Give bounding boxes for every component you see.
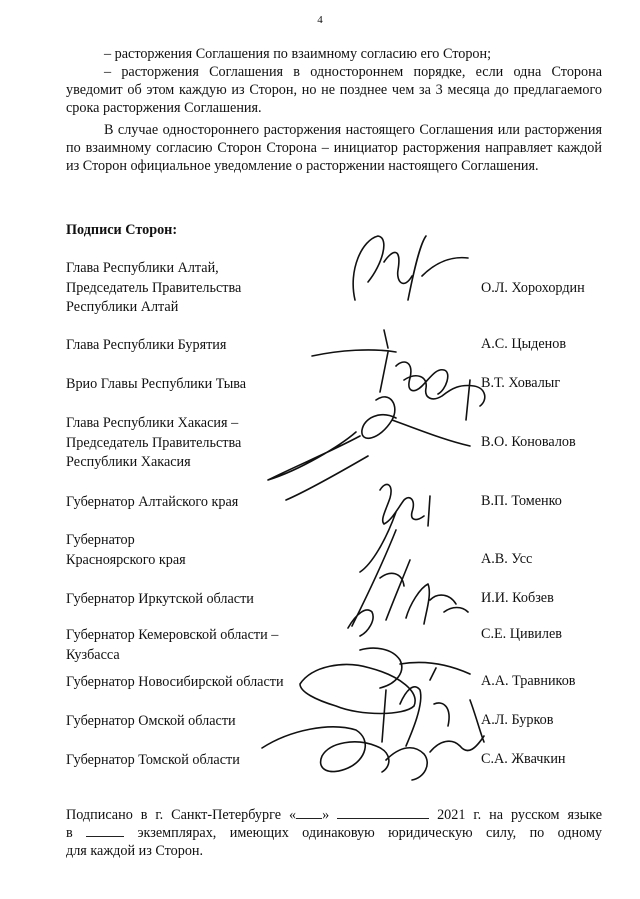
paragraph-termination-notice: В случае одностороннего расторжения настоящего Соглашения или расторжения по взаимному согласию Сторон Сторона – инициатор расторжения направляет каждой из Сторон официальное уведомление о расторжении настоящего Соглашения. <box>66 122 602 175</box>
signatory-name-altai-republic: О.Л. Хорохордин <box>481 280 585 296</box>
title-line: Врио Главы Республики Тыва <box>66 376 247 392</box>
title-line: Губернатор Алтайского края <box>66 494 239 510</box>
title-line: Губернатор Кемеровской области – <box>66 627 279 643</box>
signatures-heading: Подписи Сторон: <box>66 222 178 238</box>
paragraph-termination-mutual: – расторжения Соглашения по взаимному согласию его Сторон; <box>104 46 492 62</box>
signing-statement-line-3: для каждой из Сторон. <box>66 843 204 860</box>
copies-statement: экземплярах, имеющих одинаковую юридическую силу, по одному <box>137 825 603 842</box>
signatory-title-khakassia <box>66 414 366 473</box>
signing-statement-line-1 <box>66 806 602 824</box>
title-line: Глава Республики Алтай, <box>66 260 219 276</box>
signatory-title-kemerovo <box>66 626 366 665</box>
signatory-title-tomsk <box>66 751 366 771</box>
signatory-name-tomsk: С.А. Жвачкин <box>481 751 566 767</box>
title-line: Губернатор <box>66 532 135 548</box>
paragraph-termination-unilateral: – расторжения Соглашения в одностороннем порядке, если одна Сторона уведомит об этом каждую из Сторон, но не позднее чем за 3 месяца до предлагаемого срока расторжения Соглашения. <box>66 64 602 117</box>
signing-statement-line-2 <box>66 824 602 842</box>
signing-statement <box>66 806 602 861</box>
signatory-title-novosibirsk <box>66 673 366 693</box>
title-line: Губернатор Томской области <box>66 752 240 768</box>
signatory-name-kemerovo: С.Е. Цивилев <box>481 626 562 642</box>
signatory-title-altai-krai <box>66 493 366 513</box>
title-line: Республики Хакасия <box>66 454 191 470</box>
title-line: Губернатор Омской области <box>66 713 236 729</box>
signatory-name-novosibirsk: А.А. Травников <box>481 673 576 689</box>
closing-quote: » <box>322 807 330 823</box>
title-line: Кузбасса <box>66 646 120 663</box>
signatory-name-khakassia: В.О. Коновалов <box>481 434 576 450</box>
signing-place-text: Подписано в г. Санкт-Петербурге « <box>66 807 297 823</box>
title-line: Глава Республики Бурятия <box>66 337 227 353</box>
signatory-name-krasnoyarsk: А.В. Усс <box>481 551 533 567</box>
title-line: Красноярского края <box>66 551 186 568</box>
title-line: Губернатор Новосибирской области <box>66 674 284 690</box>
title-line: Губернатор Иркутской области <box>66 591 254 607</box>
copies-count-blank <box>86 824 124 837</box>
signing-year-language: 2021 г. на русском языке <box>437 807 602 823</box>
signatory-title-krasnoyarsk <box>66 531 366 570</box>
signatory-title-tyva <box>66 375 366 395</box>
signatory-name-omsk: А.Л. Бурков <box>481 712 554 728</box>
signatory-name-tyva: В.Т. Ховалыг <box>481 375 561 391</box>
month-blank <box>337 806 429 819</box>
signatory-title-omsk <box>66 712 366 732</box>
signatory-title-irkutsk <box>66 590 366 610</box>
page-number: 4 <box>317 14 323 26</box>
title-line: Глава Республики Хакасия – <box>66 415 239 431</box>
signatory-name-irkutsk: И.И. Кобзев <box>481 590 554 606</box>
signatory-name-buryatia: А.С. Цыденов <box>481 336 567 352</box>
title-line: Республики Алтай <box>66 299 179 315</box>
title-line: Председатель Правительства <box>66 279 242 296</box>
day-blank <box>296 806 322 819</box>
signatory-title-altai-republic <box>66 259 366 318</box>
title-line: Председатель Правительства <box>66 434 242 451</box>
copies-prefix: в <box>66 825 73 842</box>
signatory-title-buryatia <box>66 336 366 356</box>
signatory-name-altai-krai: В.П. Томенко <box>481 493 562 509</box>
